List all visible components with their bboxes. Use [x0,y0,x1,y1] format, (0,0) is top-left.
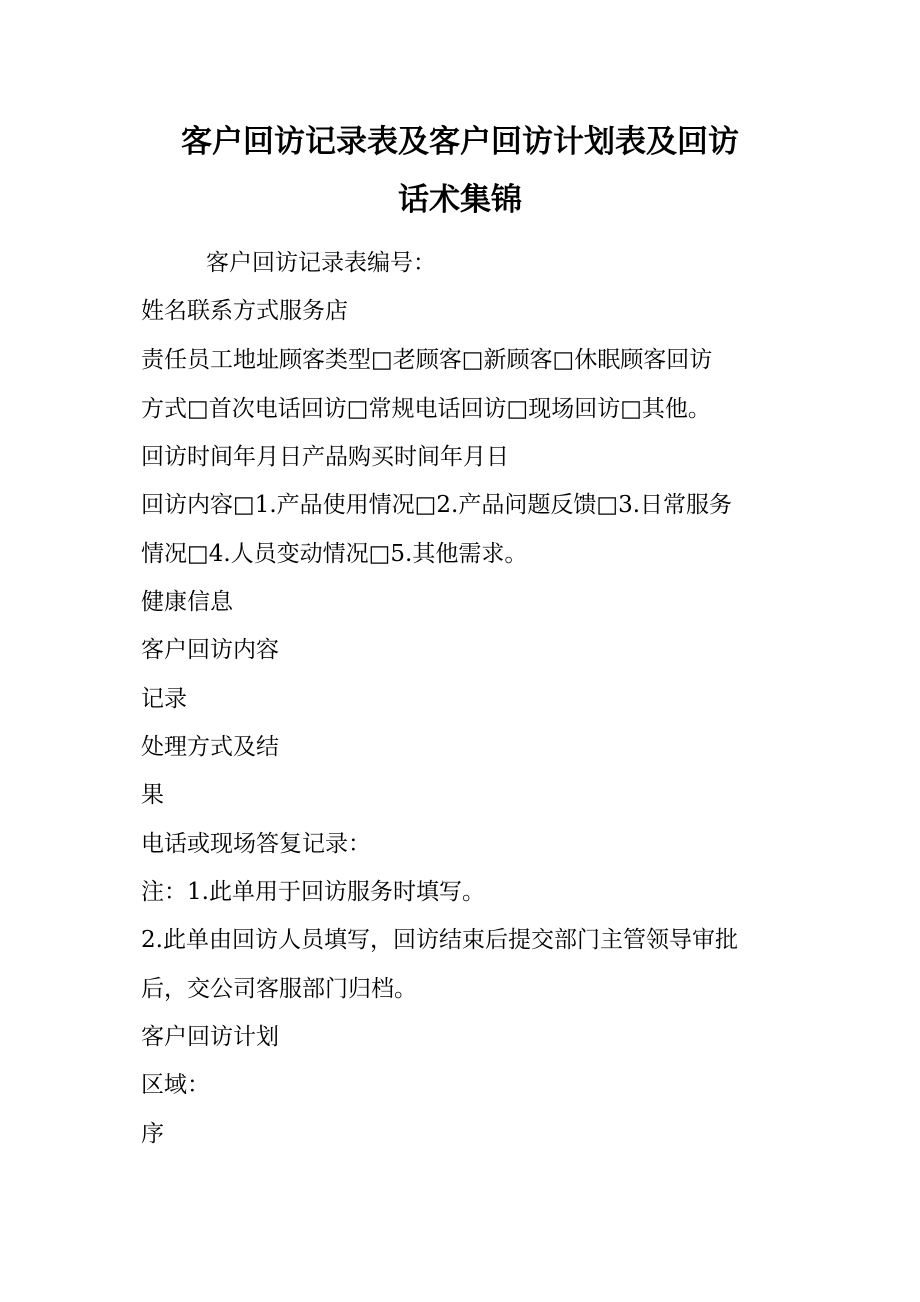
document-title-line-1: 客户回访记录表及客户回访计划表及回访 [181,124,739,160]
record-form-number-label: 客户回访记录表编号： [206,250,436,276]
paragraph-line: 责任员工地址顾客类型□老顾客□新顾客□休眠顾客回访 [141,347,713,373]
paragraph-line: 回访时间年月日产品购买时间年月日 [141,444,509,470]
paragraph-line: 电话或现场答复记录： [141,831,371,857]
paragraph-line: 回访内容□1.产品使用情况□2.产品问题反馈□3.日常服务 [141,492,733,518]
paragraph-line: 客户回访内容 [141,637,279,663]
paragraph-line: 序 [141,1121,164,1147]
note-line: 2.此单由回访人员填写，回访结束后提交部门主管领导审批 [141,927,738,953]
paragraph-line: 记录 [141,686,187,712]
paragraph-line: 区域： [141,1072,210,1098]
section-heading: 客户回访计划 [141,1024,279,1050]
paragraph-line: 健康信息 [141,589,233,615]
paragraph-line: 处理方式及结 [141,734,279,760]
note-line: 注：1.此单用于回访服务时填写。 [141,879,485,905]
paragraph-line: 姓名联系方式服务店 [141,298,348,324]
document-title-line-2: 话术集锦 [398,182,522,218]
paragraph-line: 果 [141,782,164,808]
paragraph-line: 情况□4.人员变动情况□5.其他需求。 [141,541,528,567]
note-line: 后，交公司客服部门归档。 [141,976,417,1002]
paragraph-line: 方式□首次电话回访□常规电话回访□现场回访□其他。 [141,396,711,422]
